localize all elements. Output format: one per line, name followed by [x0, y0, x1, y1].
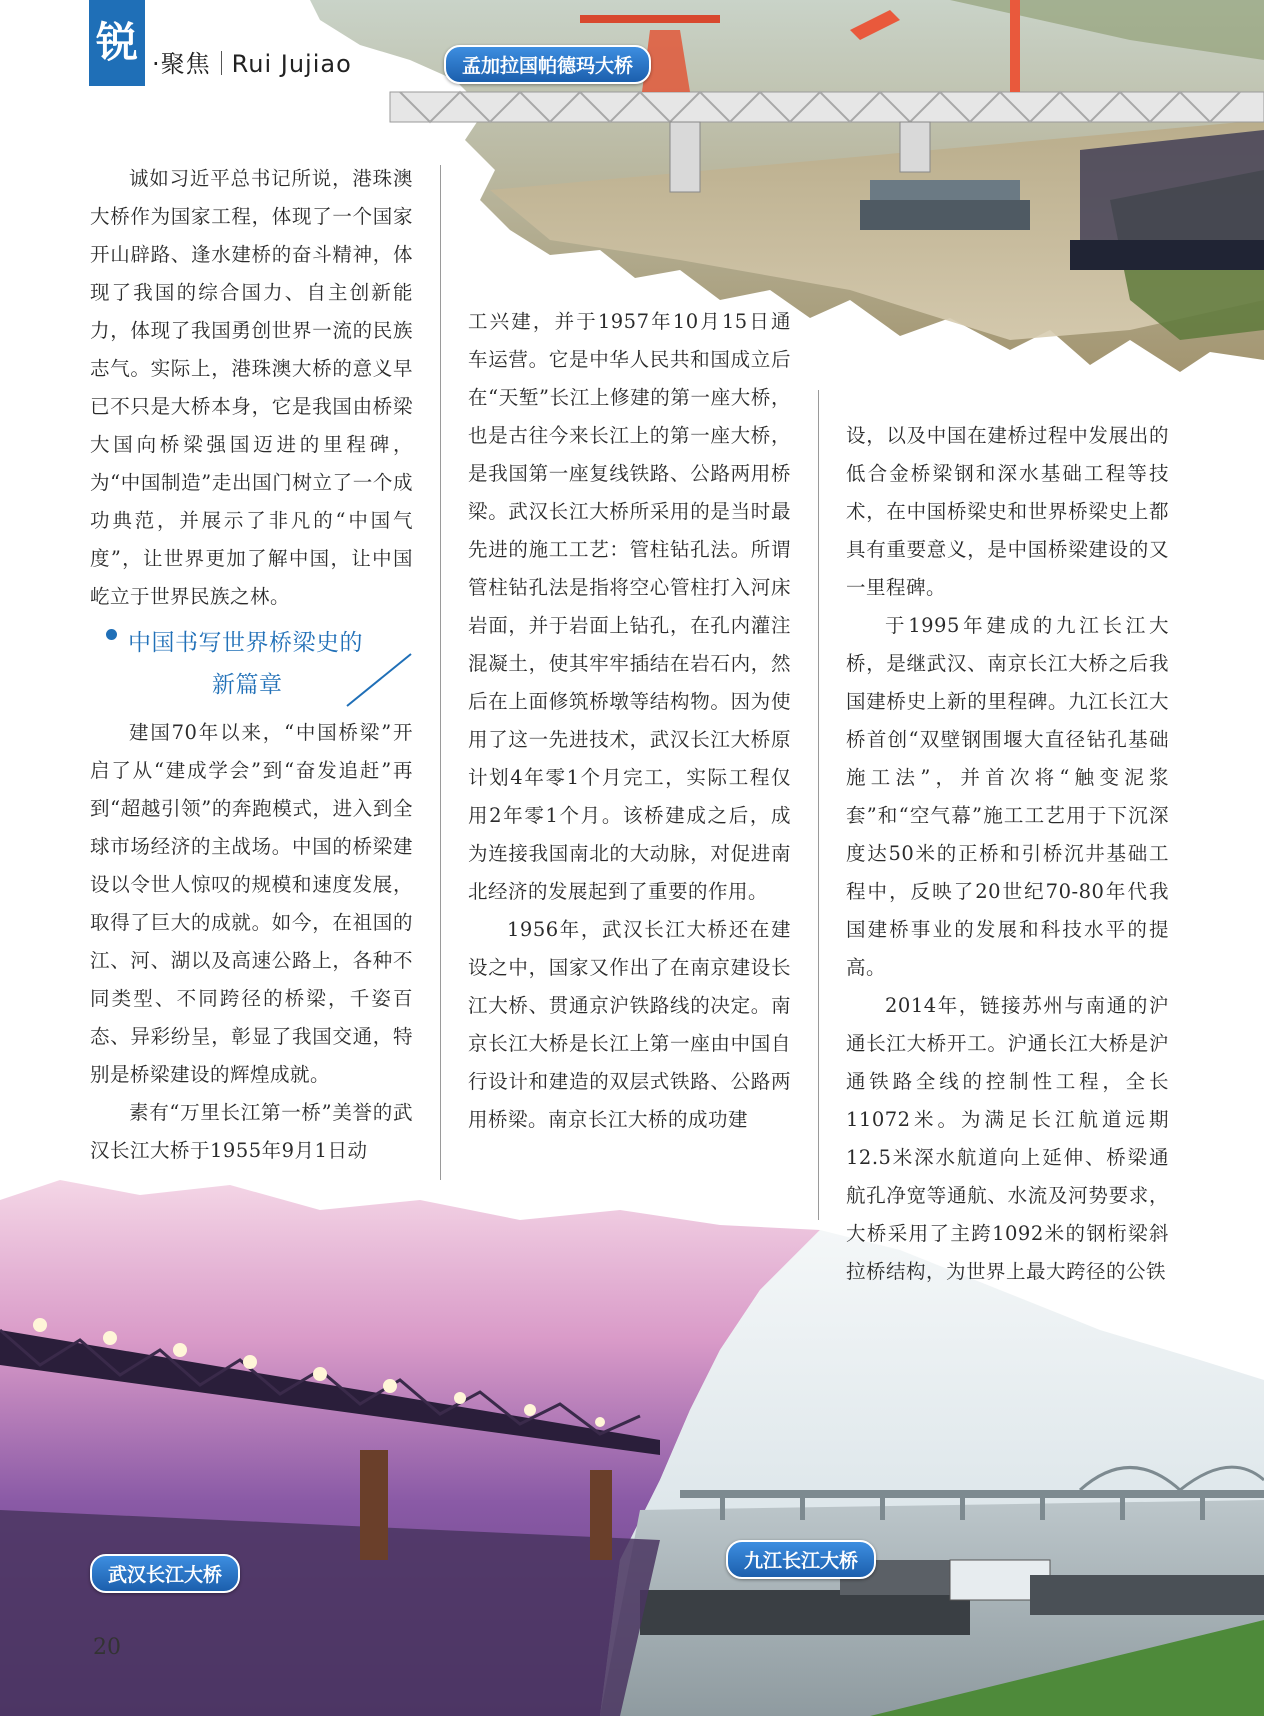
paragraph: 设，以及中国在建桥过程中发展出的低合金桥梁钢和深水基础工程等技术，在中国桥梁史和世界桥梁史上都具有重要意义，是中国桥梁建设的又一里程碑。: [846, 424, 1169, 599]
wuhan-bridge-label: 武汉长江大桥: [90, 1554, 240, 1593]
paragraph: 2014年，链接苏州与南通的沪通长江大桥开工。沪通长江大桥是沪通铁路全线的控制性工程，全长11072米。为满足长江航道远期12.5米深水航道向上延伸、桥梁通航孔净宽等通航、水流及河势要求，大桥采用了主跨1092米的钢桁梁斜拉桥结构，为世界上最大跨径的公铁: [846, 994, 1169, 1283]
article-column-3: [846, 417, 1169, 1291]
paragraph: 诚如习近平总书记所说，港珠澳大桥作为国家工程，体现了一个国家开山辟路、逢水建桥的奋斗精神，体现了我国的综合国力、自主创新能力，体现了我国勇创世界一流的民族志气。实际上，港珠澳大桥的意义早已不只是大桥本身，它是我国由桥梁大国向桥梁强国迈进的里程碑，为“中国制造”走出国门树立了一个成功典范，并展示了非凡的“中国气度”，让世界更加了解中国，让中国屹立于世界民族之林。: [90, 167, 413, 608]
column-divider: [440, 165, 441, 1180]
paragraph: 于1995年建成的九江长江大桥，是继武汉、南京长江大桥之后我国建桥史上新的里程碑。九江长江大桥首创“双壁钢围堰大直径钻孔基础施工法”，并首次将“触变泥浆套”和“空气幕”施工工艺用于下沉深度达50米的正桥和引桥沉井基础工程中，反映了20世纪70-80年代我国建桥事业的发展和科技水平的提高。: [846, 614, 1169, 979]
padma-bridge-label: 孟加拉国帕德玛大桥: [444, 45, 651, 84]
header-divider: [221, 51, 222, 75]
subheading-line-2: 新篇章: [212, 672, 283, 698]
page-number: 20: [93, 1635, 121, 1660]
subheading-line-1: 中国书写世界桥梁史的: [128, 630, 363, 656]
column-divider: [818, 390, 819, 1220]
jiujiang-bridge-label: 九江长江大桥: [726, 1540, 876, 1579]
slash-decoration-icon: [345, 652, 413, 708]
article-column-2: [468, 303, 791, 1139]
paragraph: 工兴建，并于1957年10月15日通车运营。它是中华人民共和国成立后在“天堑”长江上修建的第一座大桥，也是古往今来长江上的第一座大桥，是我国第一座复线铁路、公路两用桥梁。武汉长江大桥所采用的是当时最先进的施工工艺：管柱钻孔法。所谓管柱钻孔法是指将空心管柱打入河床岩面，并于岩面上钻孔，在孔内灌注混凝土，使其牢牢插结在岩石内，然后在上面修筑桥墩等结构物。因为使用了这一先进技术，武汉长江大桥原计划4年零1个月完工，实际工程仅用2年零1个月。该桥建成之后，成为连接我国南北的大动脉，对促进南北经济的发展起到了重要的作用。: [468, 310, 791, 903]
section-title: ·聚焦: [152, 50, 211, 78]
section-subheading: [90, 622, 413, 706]
magazine-logo: 锐: [89, 0, 145, 86]
bullet-dot-icon: [106, 629, 117, 640]
section-title-en: Rui Jujiao: [231, 50, 352, 78]
paragraph: 素有“万里长江第一桥”美誉的武汉长江大桥于1955年9月1日动: [90, 1101, 413, 1162]
article-column-1: [90, 160, 413, 1170]
paragraph: 1956年，武汉长江大桥还在建设之中，国家又作出了在南京建设长江大桥、贯通京沪铁路线的决定。南京长江大桥是长江上第一座由中国自行设计和建造的双层式铁路、公路两用桥梁。南京长江大桥的成功建: [468, 918, 791, 1131]
paragraph: 建国70年以来，“中国桥梁”开启了从“建成学会”到“奋发追赶”再到“超越引领”的奔跑模式，进入到全球市场经济的主战场。中国的桥梁建设以令世人惊叹的规模和速度发展，取得了巨大的成就。如今，在祖国的江、河、湖以及高速公路上，各种不同类型、不同跨径的桥梁，千姿百态、异彩纷呈，彰显了我国交通，特别是桥梁建设的辉煌成就。: [90, 721, 413, 1086]
